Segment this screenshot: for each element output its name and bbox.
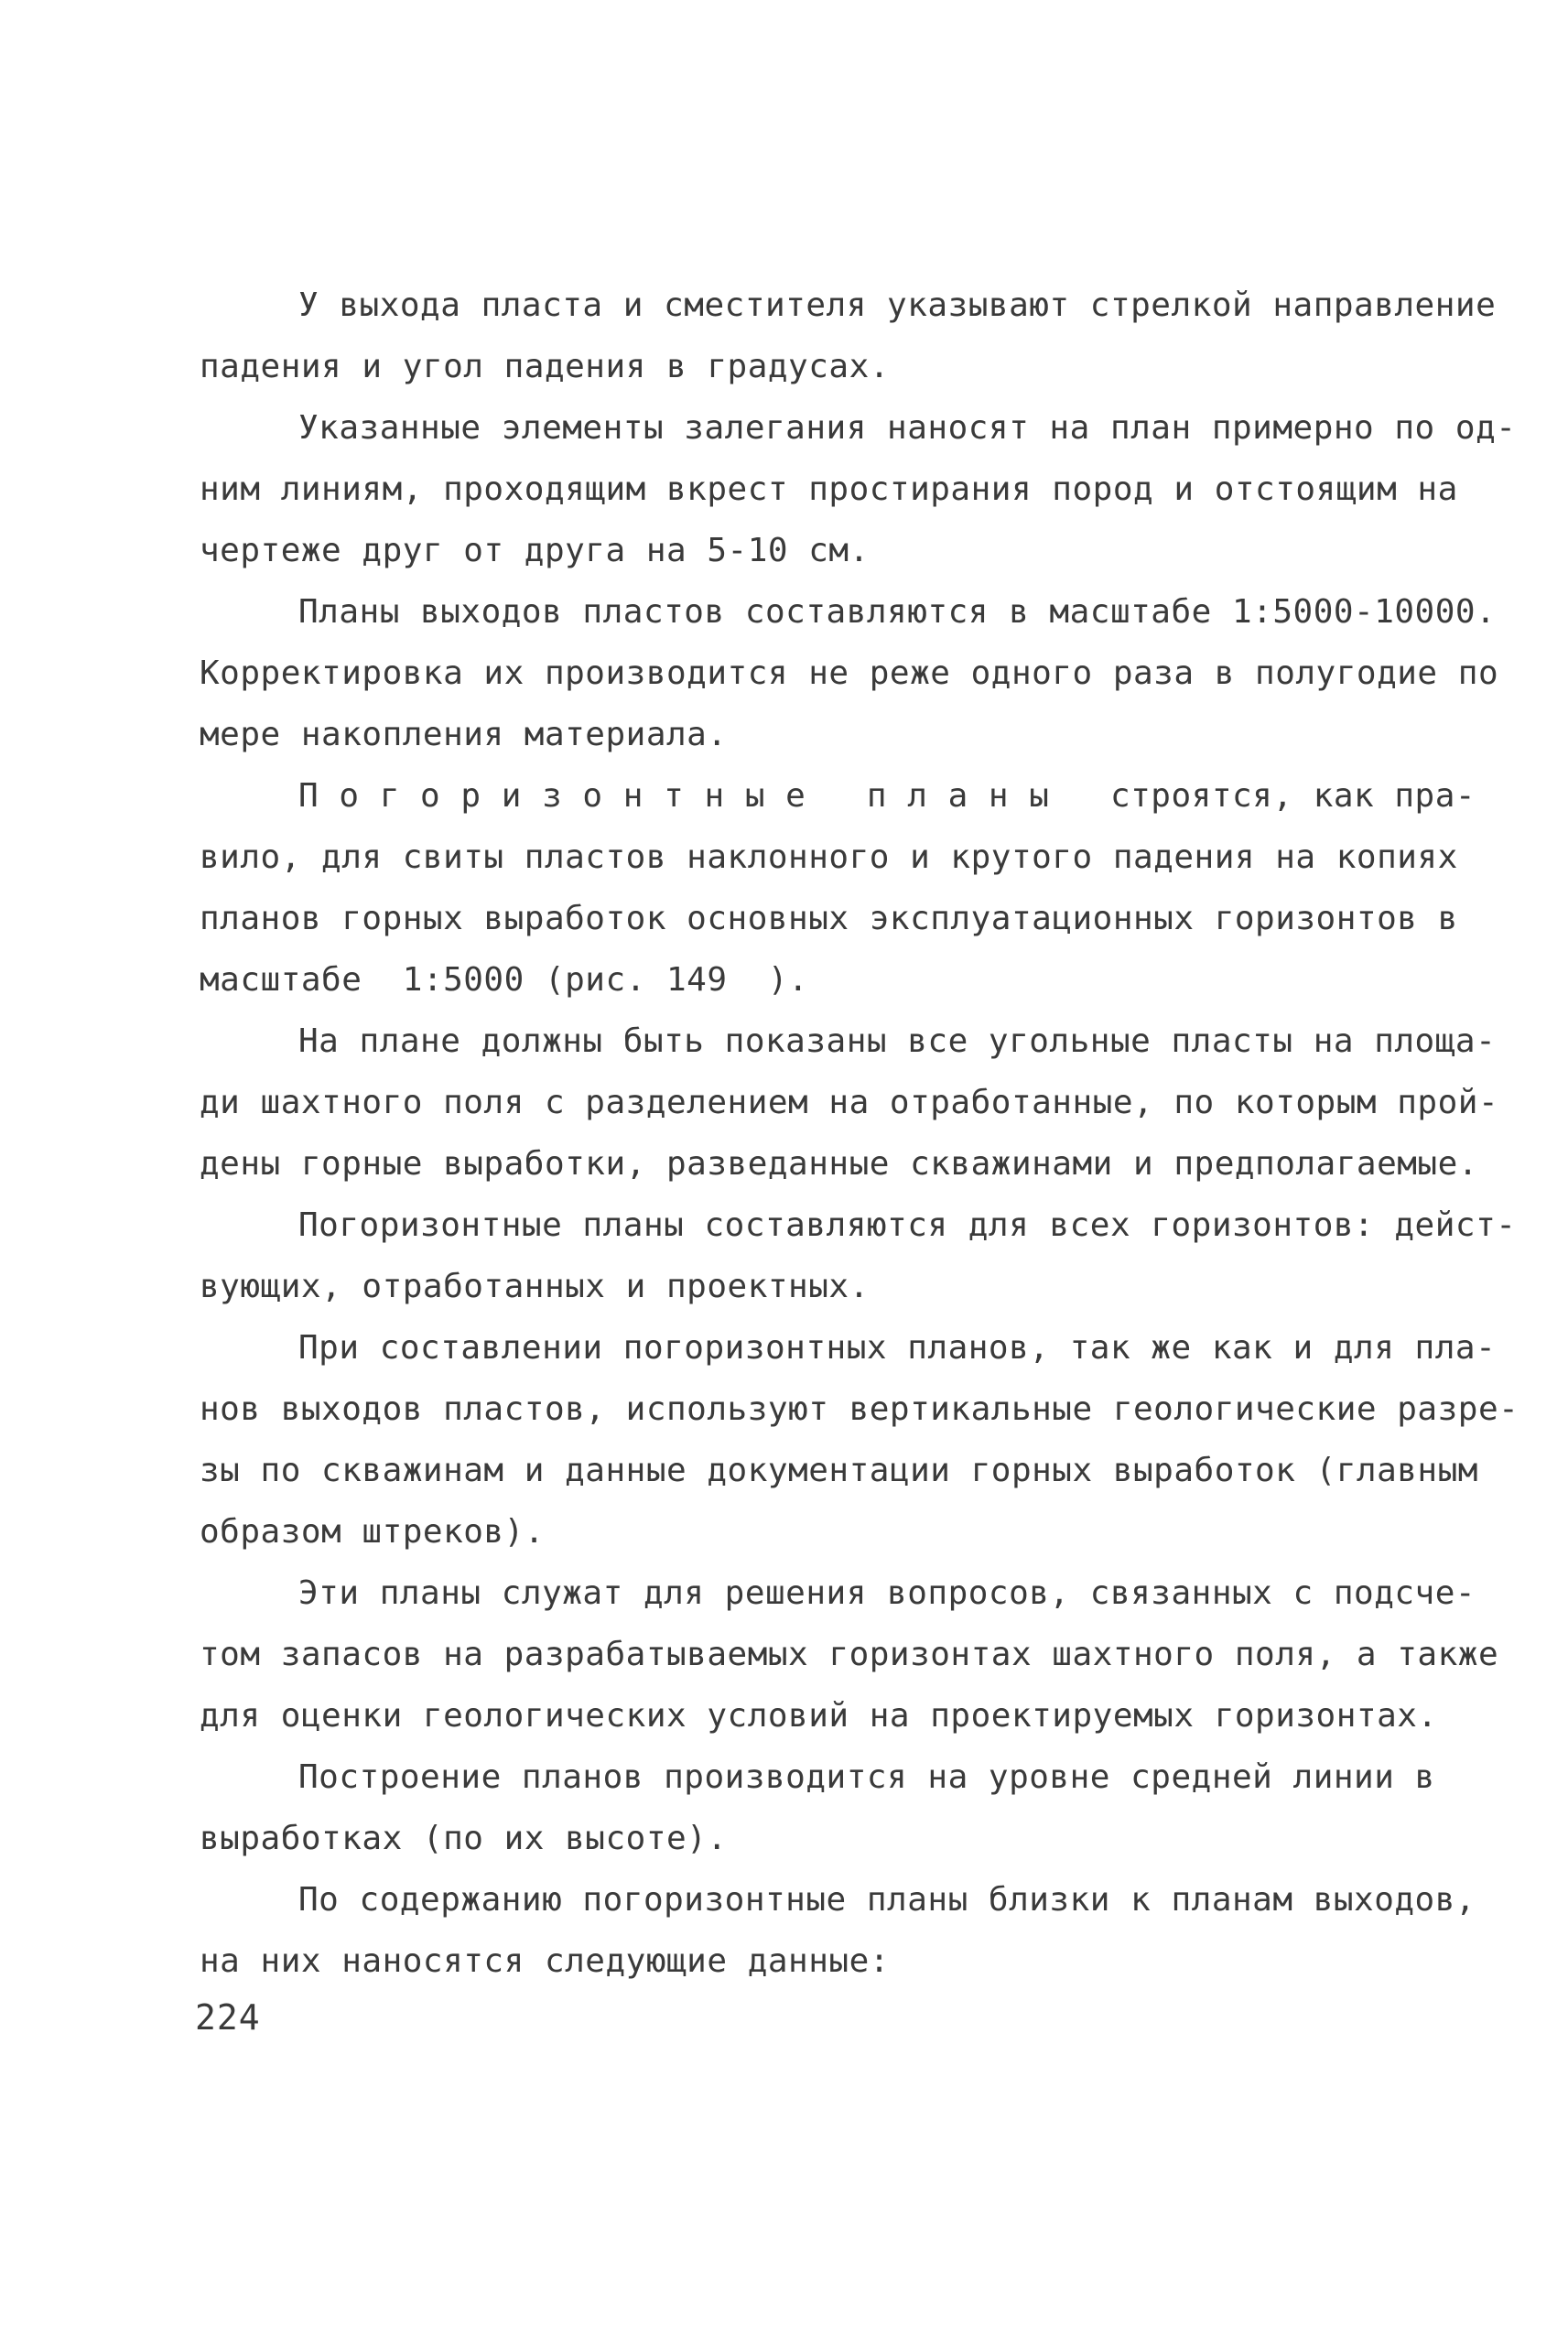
text-line: Планы выходов пластов составляются в масштабе 1:5000-10000.	[298, 593, 1497, 631]
text-line: для оценки геологических условий на проектируемых горизонтах.	[200, 1697, 1438, 1735]
text-line: зы по скважинам и данные документации горных выработок (главным	[200, 1452, 1478, 1489]
text-line: вующих, отработанных и проектных.	[200, 1268, 870, 1305]
text-line: образом штреков).	[200, 1513, 545, 1551]
text-line: П о г о р и з о н т н ы е п л а н ы строятся, как пра-	[298, 777, 1476, 815]
text-line: масштабе 1:5000 (рис. 149 ).	[200, 961, 809, 999]
page-number: 224	[195, 1997, 261, 2038]
text-line: У выхода пласта и сместителя указывают стрелкой направление	[298, 287, 1497, 324]
text-line: падения и угол падения в градусах.	[200, 348, 890, 385]
text-line: Указанные элементы залегания наносят на план примерно по од-	[298, 409, 1517, 447]
text-line: Построение планов производится на уровне средней линии в	[298, 1758, 1435, 1796]
text-line: выработках (по их высоте).	[200, 1820, 728, 1857]
text-line: Эти планы служат для решения вопросов, связанных с подсче-	[298, 1574, 1476, 1612]
text-line: Корректировка их производится не реже одного раза в полугодие по	[200, 654, 1499, 692]
body-text	[200, 275, 1519, 1992]
text-line: По содержанию погоризонтные планы близки к планам выходов,	[298, 1881, 1476, 1919]
text-line: ним линиям, проходящим вкрест простирания пород и отстоящим на	[200, 470, 1458, 508]
text-line: На плане должны быть показаны все угольные пласты на площа-	[298, 1022, 1497, 1060]
text-line: При составлении погоризонтных планов, так же как и для пла-	[298, 1329, 1497, 1367]
text-line: Погоризонтные планы составляются для всех горизонтов: дейст-	[298, 1206, 1517, 1244]
text-line: планов горных выработок основных эксплуатационных горизонтов в	[200, 900, 1458, 937]
text-line: чертеже друг от друга на 5-10 см.	[200, 532, 870, 569]
text-line: нов выходов пластов, используют вертикальные геологические разре-	[200, 1390, 1519, 1428]
text-line: том запасов на разрабатываемых горизонтах шахтного поля, а также	[200, 1636, 1499, 1673]
text-line: ди шахтного поля с разделением на отработанные, по которым прой-	[200, 1084, 1499, 1121]
text-line: вило, для свиты пластов наклонного и крутого падения на копиях	[200, 838, 1458, 876]
text-line: мере накопления материала.	[200, 716, 728, 753]
text-line: дены горные выработки, разведанные скважинами и предполагаемые.	[200, 1145, 1478, 1183]
text-line: на них наносятся следующие данные:	[200, 1942, 890, 1980]
